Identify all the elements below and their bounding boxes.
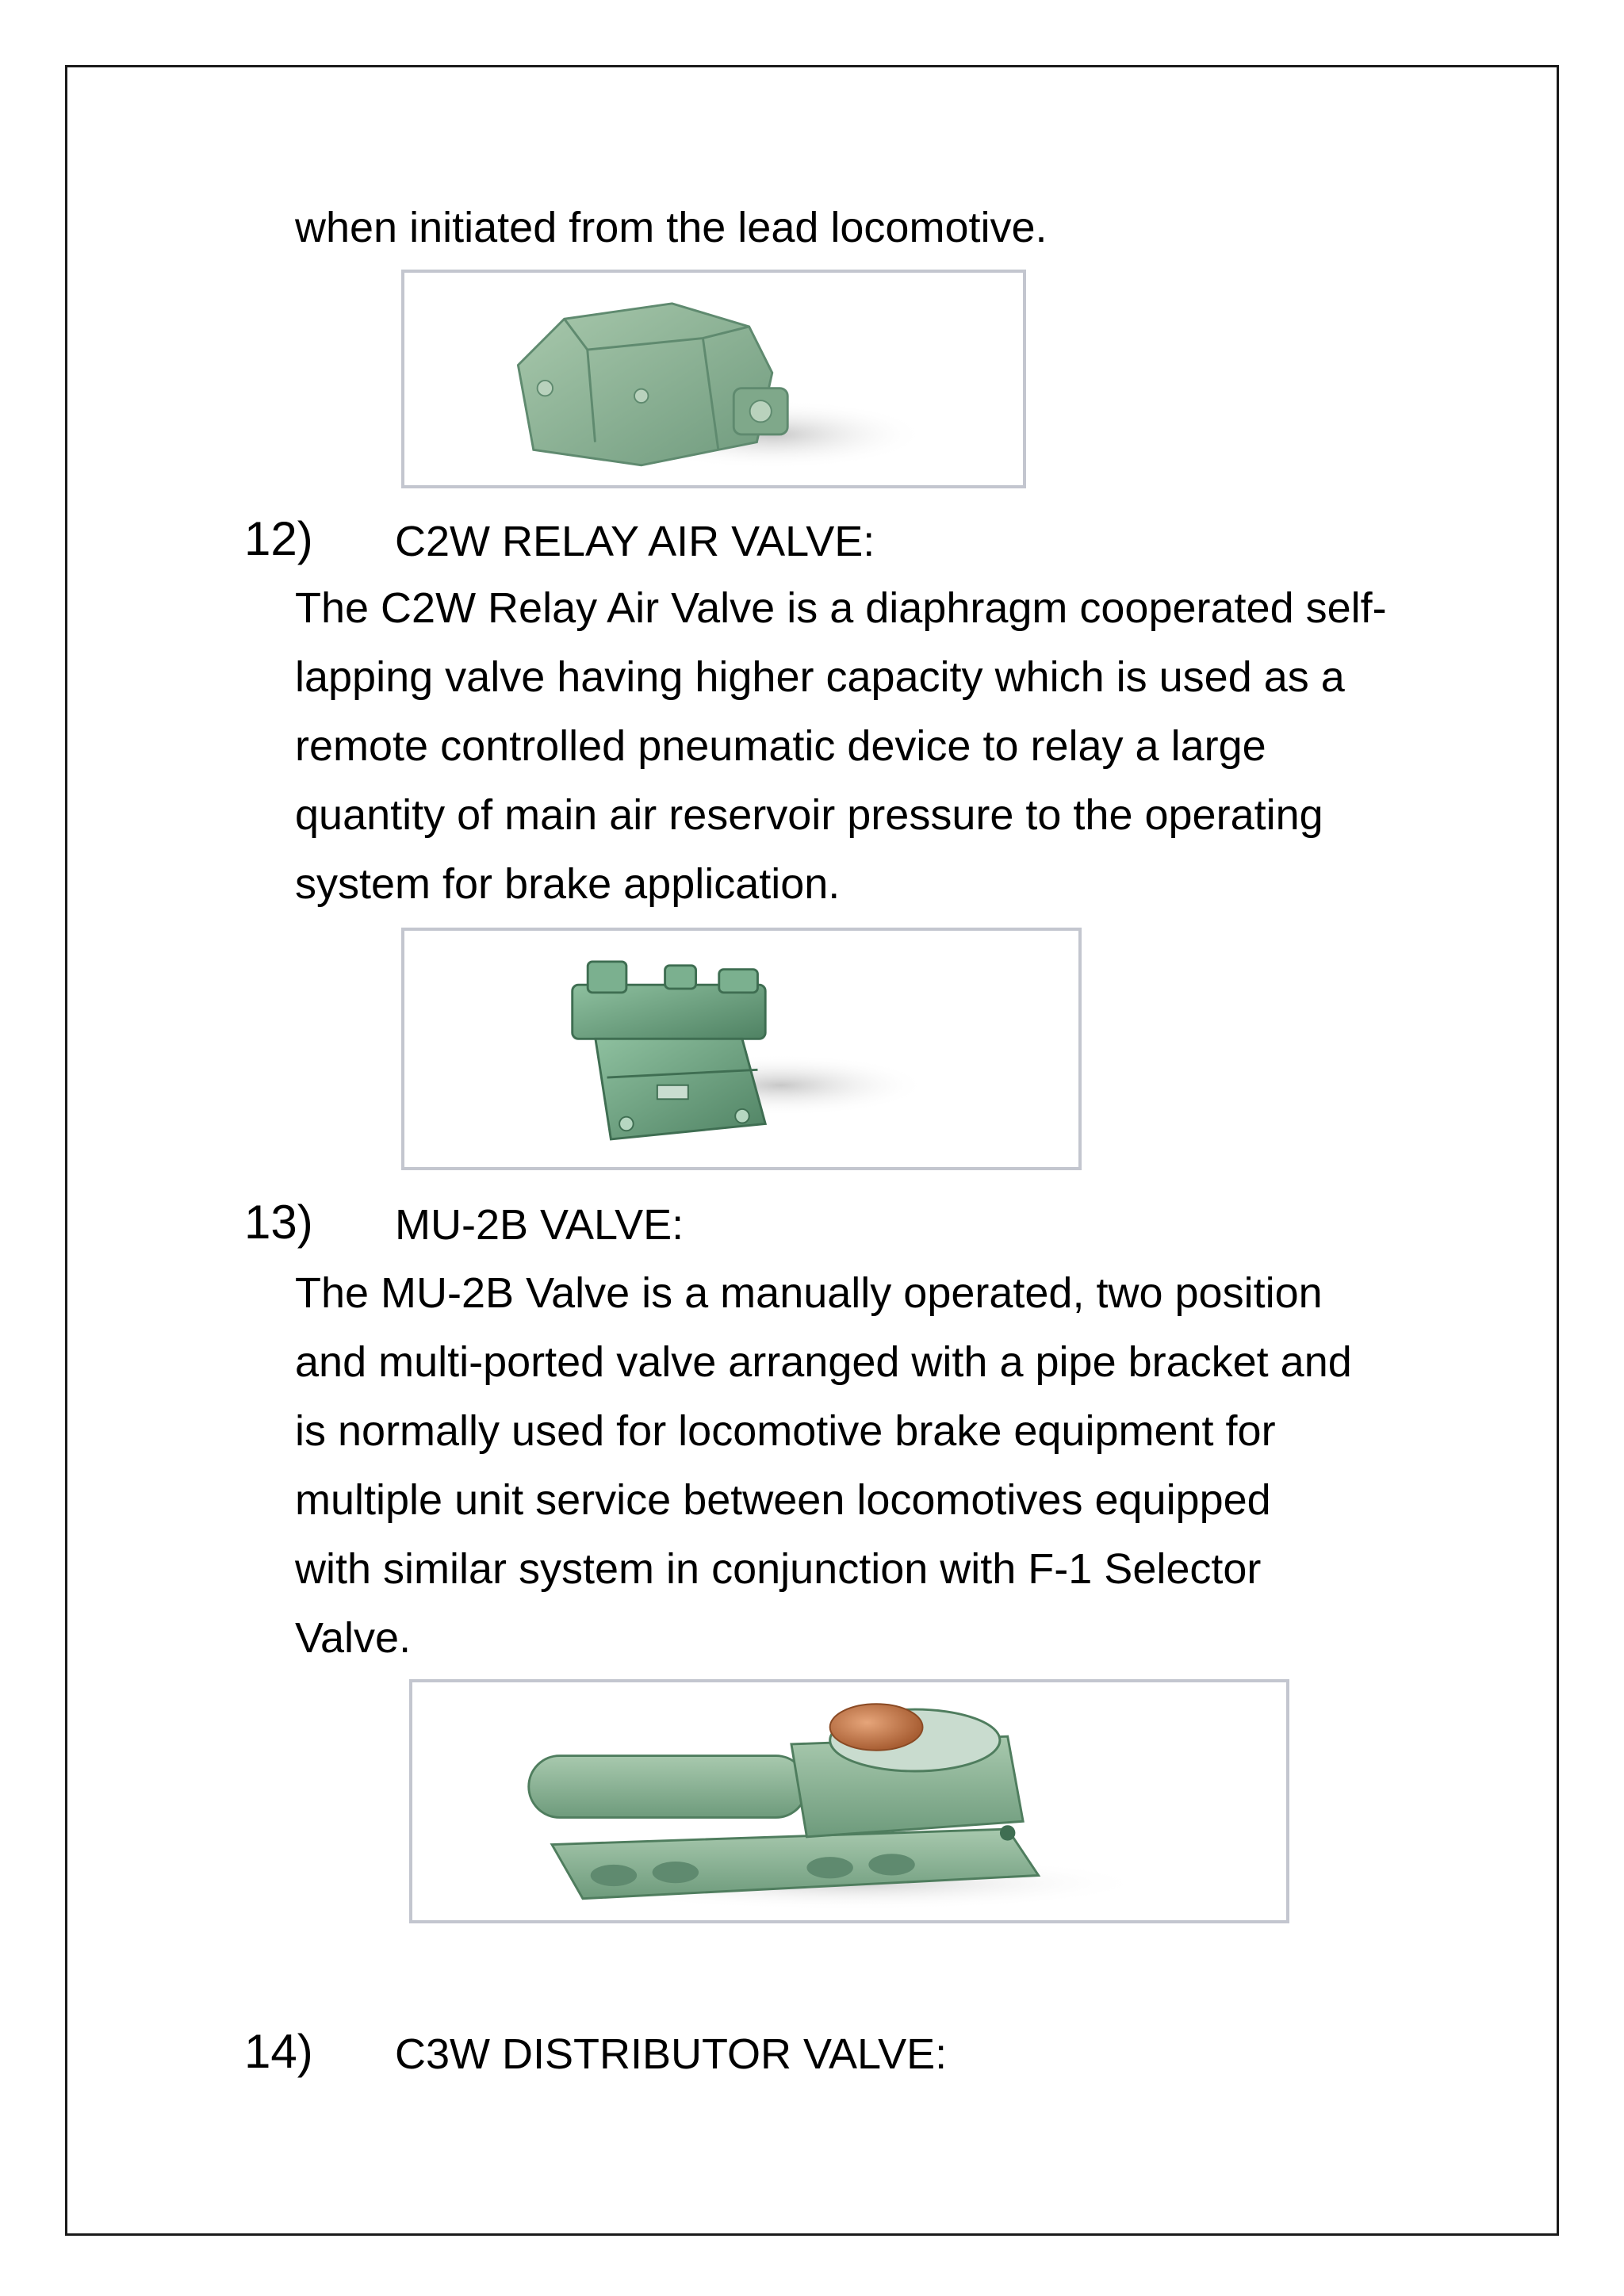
section-13-line: is normally used for locomotive brake equipment for (295, 1407, 1276, 1455)
relay-valve-illustration (404, 931, 1078, 1167)
section-14-number: 14) (244, 2025, 313, 2078)
section-13-number: 13) (244, 1196, 313, 1249)
section-12-line: system for brake application. (295, 860, 841, 908)
section-13-title: MU-2B VALVE: (395, 1201, 684, 1249)
section-13-line: with similar system in conjunction with F-1 Selector (295, 1545, 1262, 1593)
section-12-number: 12) (244, 512, 313, 565)
valve-photo-2 (401, 928, 1082, 1170)
section-13-body (295, 1259, 1352, 1673)
section-13-line: Valve. (295, 1614, 412, 1662)
valve-photo-3 (409, 1679, 1289, 1923)
intro-text: when initiated from the lead locomotive. (295, 204, 1048, 251)
section-14-title: C3W DISTRIBUTOR VALVE: (395, 2030, 948, 2078)
valve-photo-1 (401, 270, 1026, 488)
section-12-line: lapping valve having higher capacity which is used as a (295, 653, 1345, 701)
section-12-title: C2W RELAY AIR VALVE: (395, 518, 875, 565)
mu2b-valve-illustration (412, 1682, 1286, 1920)
section-12-line: The C2W Relay Air Valve is a diaphragm cooperated self- (295, 584, 1387, 632)
section-13-line: and multi-ported valve arranged with a pipe bracket and (295, 1338, 1352, 1386)
section-13-line: The MU-2B Valve is a manually operated, two position (295, 1269, 1323, 1317)
section-12-line: remote controlled pneumatic device to relay a large (295, 722, 1266, 770)
section-12-body (295, 574, 1387, 919)
brake-valve-illustration (404, 273, 1023, 485)
section-12-line: quantity of main air reservoir pressure to the operating (295, 791, 1323, 839)
section-13-line: multiple unit service between locomotives equipped (295, 1476, 1271, 1524)
